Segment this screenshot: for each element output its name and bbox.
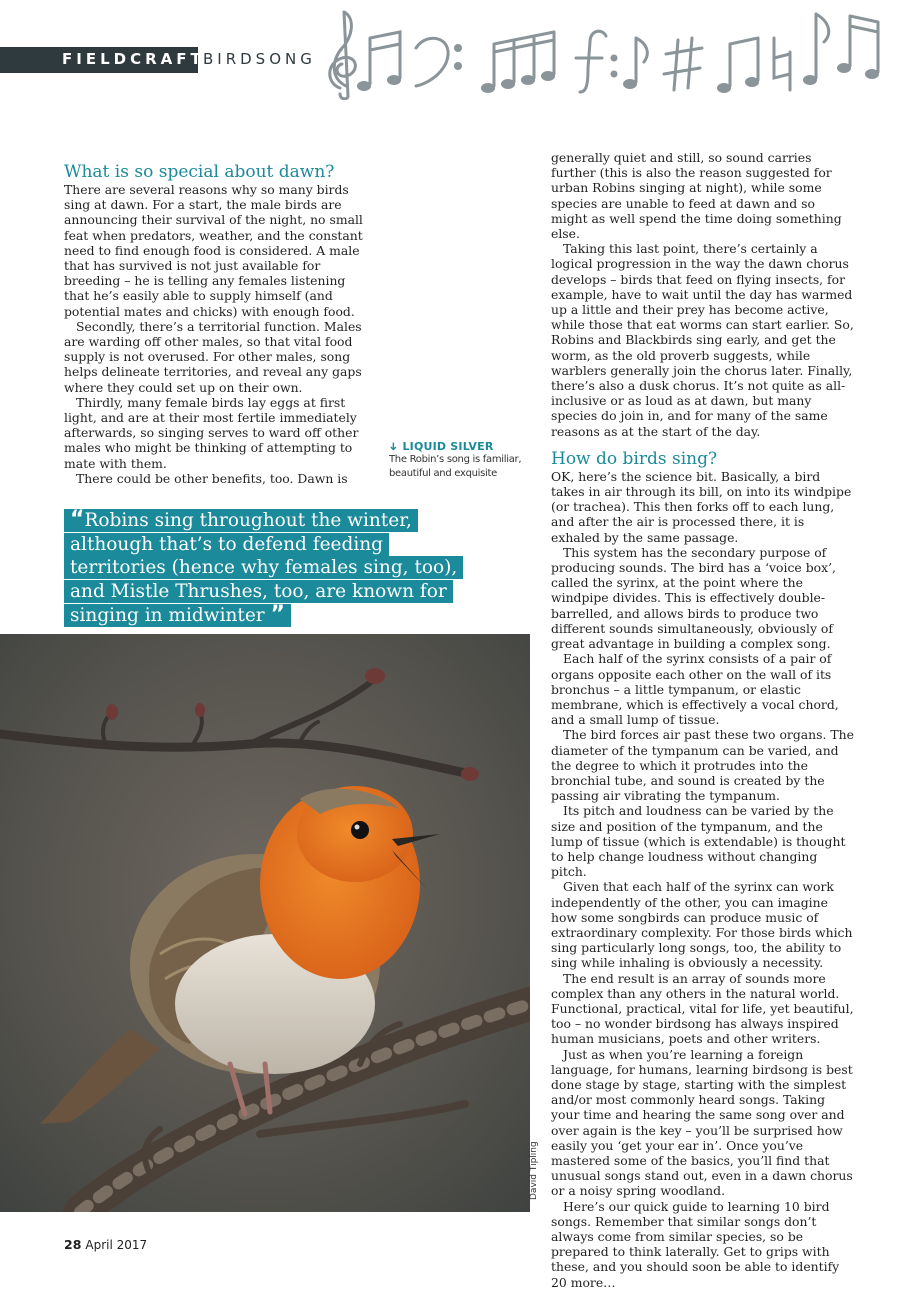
caption-title — [389, 440, 524, 453]
paragraph: Just as when you’re learning a foreign language, for humans, learning birdsong is best done stage by stage, starting with the simplest and/or most commonly heard songs. Taking your time and hearing the same song over and over again is the key – you’ll be surprised how easily you ‘get your ear in’. Once you’ve mastered some of the basics, you’ll find that unusual songs stand out, even in a dawn chorus or a noisy spring woodland. — [551, 1046, 853, 1199]
folio — [64, 1237, 147, 1252]
paragraph: Given that each half of the syrinx can work independently of the other, you can imagine how some songbirds can produce music of extraordinary complexity. For those birds which sing particularly long songs, too, the ability to sing while inhaling is obviously a necessity. — [551, 879, 853, 971]
paragraph: This system has the secondary purpose of producing sounds. The bird has a ‘voice box’, called the syrinx, at the point where the windpipe divides. This is effectively double-barrelled, and allows birds to produce two different sounds simultaneously, obviously of great advantage in building a complex song. — [551, 544, 836, 652]
article-column-left — [64, 162, 368, 486]
subheading-dawn: What is so special about dawn? — [64, 162, 335, 182]
pull-quote — [64, 508, 484, 628]
close-quote-icon: ” — [270, 602, 285, 627]
photo-caption — [389, 440, 524, 481]
subheading-how-birds-sing: How do birds sing? — [551, 448, 718, 469]
caption-title-text: LIQUID SILVER — [402, 440, 494, 453]
robin-photo — [0, 634, 530, 1212]
page-number: 28 — [64, 1237, 82, 1252]
section-kicker: FIELDCRAFT — [62, 50, 205, 68]
section-title: BIRDSONG — [203, 50, 316, 68]
paragraph: There could be other benefits, too. Dawn is — [76, 470, 348, 486]
paragraph: The bird forces air past these two organs. The diameter of the tympanum can be varied, and the degree to which it protrudes into the bronchial tube, and sound is created by the passing air vibrating the tympanum. — [551, 727, 854, 804]
pull-quote-text: Robins sing throughout the winter, although that’s to defend feeding territories (hence why females sing, too), and Mistle Thrushes, too, are known for singing in midwinter — [70, 510, 458, 626]
music-notes-decoration — [318, 8, 905, 100]
paragraph: There are several reasons why so many birds sing at dawn. For a start, the male birds are announcing their survival of the night, no small feat when predators, weather, and the constant need to find enough food is considered. A male that has survived is not just available for breeding – he is telling any females listening that he’s easily able to supply himself (and potential mates and chicks) with enough food. — [64, 182, 363, 319]
paragraph: Taking this last point, there’s certainly a logical progression in the way the dawn chorus develops – birds that feed on flying insects, for example, have to wait until the day has warmed up a little and their prey has become active, while those that eat worms can start earlier. So, Robins and Blackbirds sing early, and get the worm, as the old proverb suggests, while warblers generally join the chorus later. Finally, there’s also a dusk chorus. It’s not quite as all-inclusive or as loud as at dawn, but many species do join in, and for many of the same reasons as at the start of the day. — [551, 241, 854, 439]
paragraph: generally quiet and still, so sound carries further (this is also the reason suggested for urban Robins singing at night), while some species are unable to feed at dawn and so might as well spend the time doing something else. — [551, 150, 842, 242]
paragraph: Each half of the syrinx consists of a pair of organs opposite each other on the wall of its bronchus – a little tympanum, or elastic membrane, which is effectively a vocal chord, and a small lump of tissue. — [551, 651, 839, 728]
arrow-down-icon: ➜ — [387, 441, 401, 452]
issue-date: April 2017 — [85, 1238, 148, 1252]
paragraph: Thirdly, many female birds lay eggs at first light, and are at their most fertile immediately afterwards, so singing serves to ward off other males who might be thinking of attempting to mate with them. — [64, 394, 359, 471]
paragraph: Secondly, there’s a territorial function. Males are warding off other males, so that vital food supply is not overused. For other males, song helps delineate territories, and reveal any gaps where they could set up on their own. — [64, 318, 362, 395]
paragraph: OK, here’s the science bit. Basically, a bird takes in air through its bill, on into its windpipe (or trachea). This then forks off to each lung, and after the air is processed there, it is exhaled by the same passage. — [551, 468, 852, 545]
open-quote-icon: “ — [70, 507, 85, 532]
paragraph: Its pitch and loudness can be varied by the size and position of the tympanum, and the lump of tissue (which is extendable) is thought to help change loudness without changing pitch. — [551, 803, 846, 880]
caption-text: The Robin’s song is familiar, beautiful and exquisite — [389, 454, 522, 479]
article-column-right — [551, 150, 855, 1290]
paragraph: Here’s our quick guide to learning 10 bird songs. Remember that similar songs don’t always come from similar species, so be prepared to think laterally. Get to grips with these, and you should soon be able to identify 20 more… — [551, 1198, 840, 1290]
photo-credit: David Tipling — [529, 1141, 539, 1200]
paragraph: The end result is an array of sounds more complex than any others in the natural world. Functional, practical, vital for life, yet beautiful, too – no wonder birdsong has always inspired human musicians, poets and other writers. — [551, 970, 854, 1047]
